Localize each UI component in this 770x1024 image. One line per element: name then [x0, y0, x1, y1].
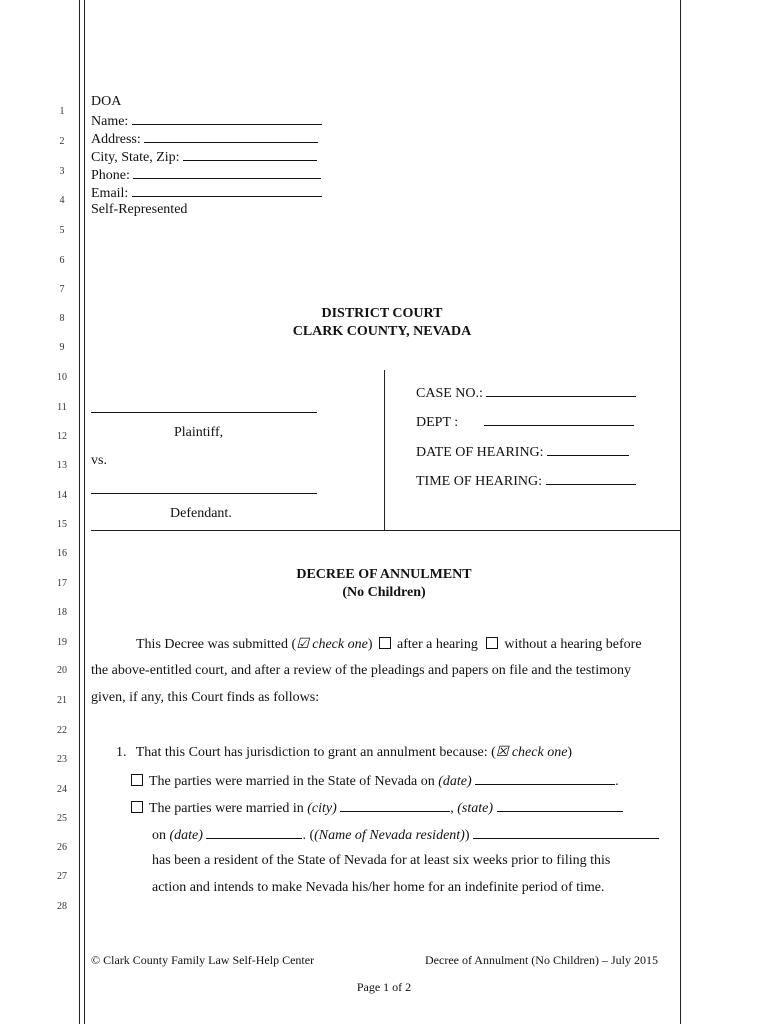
line-number: 12 — [57, 431, 67, 442]
document-title: DECREE OF ANNULMENT — [296, 567, 472, 582]
name-line — [91, 112, 322, 130]
dept-field[interactable] — [484, 413, 634, 426]
caption-bottom-rule — [91, 530, 680, 531]
line-number: 22 — [57, 725, 67, 736]
marriage-state-field[interactable] — [497, 799, 623, 812]
dept-label: DEPT : — [416, 415, 459, 430]
plaintiff-field[interactable] — [91, 400, 317, 413]
state-hint: (state) — [457, 801, 494, 816]
line-number: 20 — [57, 665, 67, 676]
city-label: City, State, Zip: — [91, 150, 180, 165]
document-subtitle: (No Children) — [342, 585, 426, 600]
date-hint: (date) — [438, 774, 472, 789]
footer-left: © Clark County Family Law Self-Help Center — [91, 953, 315, 967]
address-label: Address: — [91, 132, 141, 147]
right-margin-rule — [680, 0, 681, 1024]
left-margin-rule-1 — [79, 0, 80, 1024]
line-number: 27 — [57, 871, 67, 882]
dept-line — [416, 413, 634, 431]
intro-text-close: ) — [367, 637, 373, 652]
line-number: 21 — [57, 695, 67, 706]
date-of-hearing-label: DATE OF HEARING: — [416, 445, 544, 460]
married-elsewhere-line-3: has been a resident of the State of Nevada for at least six weeks prior to filing this — [152, 853, 611, 868]
intro-line-2: the above-entitled court, and after a review of the pleadings and papers on file and the testimony — [91, 663, 631, 678]
line-number: 24 — [57, 784, 67, 795]
court-name: DISTRICT COURT — [321, 306, 443, 321]
intro-text: This Decree was submitted ( — [136, 637, 297, 652]
line-number: 18 — [57, 607, 67, 618]
date-of-hearing-field[interactable] — [547, 443, 629, 456]
city-field[interactable] — [183, 148, 317, 161]
line-number: 14 — [57, 490, 67, 501]
line-number: 4 — [59, 195, 65, 206]
line-number: 17 — [57, 578, 67, 589]
email-field[interactable] — [132, 184, 322, 197]
email-label: Email: — [91, 186, 129, 201]
on-label: on — [152, 828, 166, 843]
paren-close: ) — [464, 828, 470, 843]
marriage-date-field[interactable] — [206, 826, 302, 839]
period: . — [615, 774, 619, 789]
phone-field[interactable] — [133, 166, 321, 179]
without-hearing-label: without a hearing before — [504, 637, 642, 652]
court-county: CLARK COUNTY, NEVADA — [292, 324, 472, 339]
line-number: 7 — [59, 284, 65, 295]
intro-line-3: given, if any, this Court finds as follows: — [91, 690, 320, 705]
line-number: 15 — [57, 519, 67, 530]
line-number: 10 — [57, 372, 67, 383]
doa-label: DOA — [91, 94, 122, 109]
married-elsewhere-checkbox[interactable] — [131, 801, 143, 813]
married-elsewhere-line-2: on (date) . ((Name of Nevada resident)) — [152, 826, 659, 844]
intro-line-1 — [136, 636, 642, 653]
line-number: 11 — [57, 402, 67, 413]
date-hint: (date) — [169, 828, 203, 843]
caption-divider — [384, 370, 385, 530]
line-number: 3 — [59, 166, 65, 177]
line-number: 2 — [59, 136, 65, 147]
nevada-resident-name-field[interactable] — [473, 826, 659, 839]
line-number: 8 — [59, 313, 65, 324]
line-number: 25 — [57, 813, 67, 824]
married-elsewhere-option: The parties were married in (city) , (state) — [131, 799, 623, 817]
married-in-nevada-label: The parties were married in the State of Nevada on — [149, 774, 435, 789]
nevada-marriage-date-field[interactable] — [475, 772, 615, 785]
line-number: 1 — [59, 106, 65, 117]
line-number: 6 — [59, 255, 65, 266]
check-one-note: ☑ check one — [296, 637, 368, 652]
time-of-hearing-line — [416, 472, 636, 490]
line-number: 28 — [57, 901, 67, 912]
defendant-label: Defendant. — [170, 506, 232, 521]
city-line — [91, 148, 317, 166]
address-field[interactable] — [144, 130, 318, 143]
paren-open: ( — [309, 828, 315, 843]
line-number: 16 — [57, 548, 67, 559]
married-in-nevada-checkbox[interactable] — [131, 774, 143, 786]
case-no-field[interactable] — [486, 384, 636, 397]
defendant-field[interactable] — [91, 481, 317, 494]
line-number: 5 — [59, 225, 65, 236]
phone-line — [91, 166, 321, 184]
plaintiff-label: Plaintiff, — [174, 425, 224, 440]
case-no-line — [416, 384, 636, 402]
line-number: 9 — [59, 342, 65, 353]
vs-label: vs. — [91, 453, 107, 468]
line-number: 26 — [57, 842, 67, 853]
married-in-nevada-option — [131, 772, 619, 790]
phone-label: Phone: — [91, 168, 130, 183]
finding-1-line — [116, 744, 572, 761]
time-of-hearing-label: TIME OF HEARING: — [416, 474, 542, 489]
without-hearing-checkbox[interactable] — [486, 637, 498, 649]
check-one-note: ☒ check one — [495, 745, 568, 760]
line-number: 13 — [57, 460, 67, 471]
married-elsewhere-label: The parties were married in — [149, 801, 304, 816]
finding-text-close: ) — [567, 745, 573, 760]
after-hearing-checkbox[interactable] — [379, 637, 391, 649]
email-line — [91, 184, 322, 202]
finding-text: That this Court has jurisdiction to grant an annulment because: ( — [135, 745, 496, 760]
footer-right: Decree of Annulment (No Children) – July 2015 — [425, 953, 658, 967]
line-number: 23 — [57, 754, 67, 765]
page-number: Page 1 of 2 — [356, 980, 412, 994]
marriage-city-field[interactable] — [340, 799, 450, 812]
case-no-label: CASE NO.: — [416, 386, 483, 401]
line-number: 19 — [57, 637, 67, 648]
self-represented-label: Self-Represented — [91, 202, 188, 217]
resident-hint: (Name of Nevada resident) — [314, 828, 465, 843]
address-line — [91, 130, 318, 148]
city-hint: (city) — [307, 801, 337, 816]
name-label: Name: — [91, 114, 129, 129]
after-hearing-label: after a hearing — [396, 637, 478, 652]
left-margin-rule-2 — [84, 0, 85, 1024]
finding-number: 1. — [116, 745, 127, 760]
time-of-hearing-field[interactable] — [546, 472, 636, 485]
married-elsewhere-line-4: action and intends to make Nevada his/her home for an indefinite period of time. — [152, 880, 605, 895]
name-field[interactable] — [132, 112, 322, 125]
date-of-hearing-line — [416, 443, 629, 461]
